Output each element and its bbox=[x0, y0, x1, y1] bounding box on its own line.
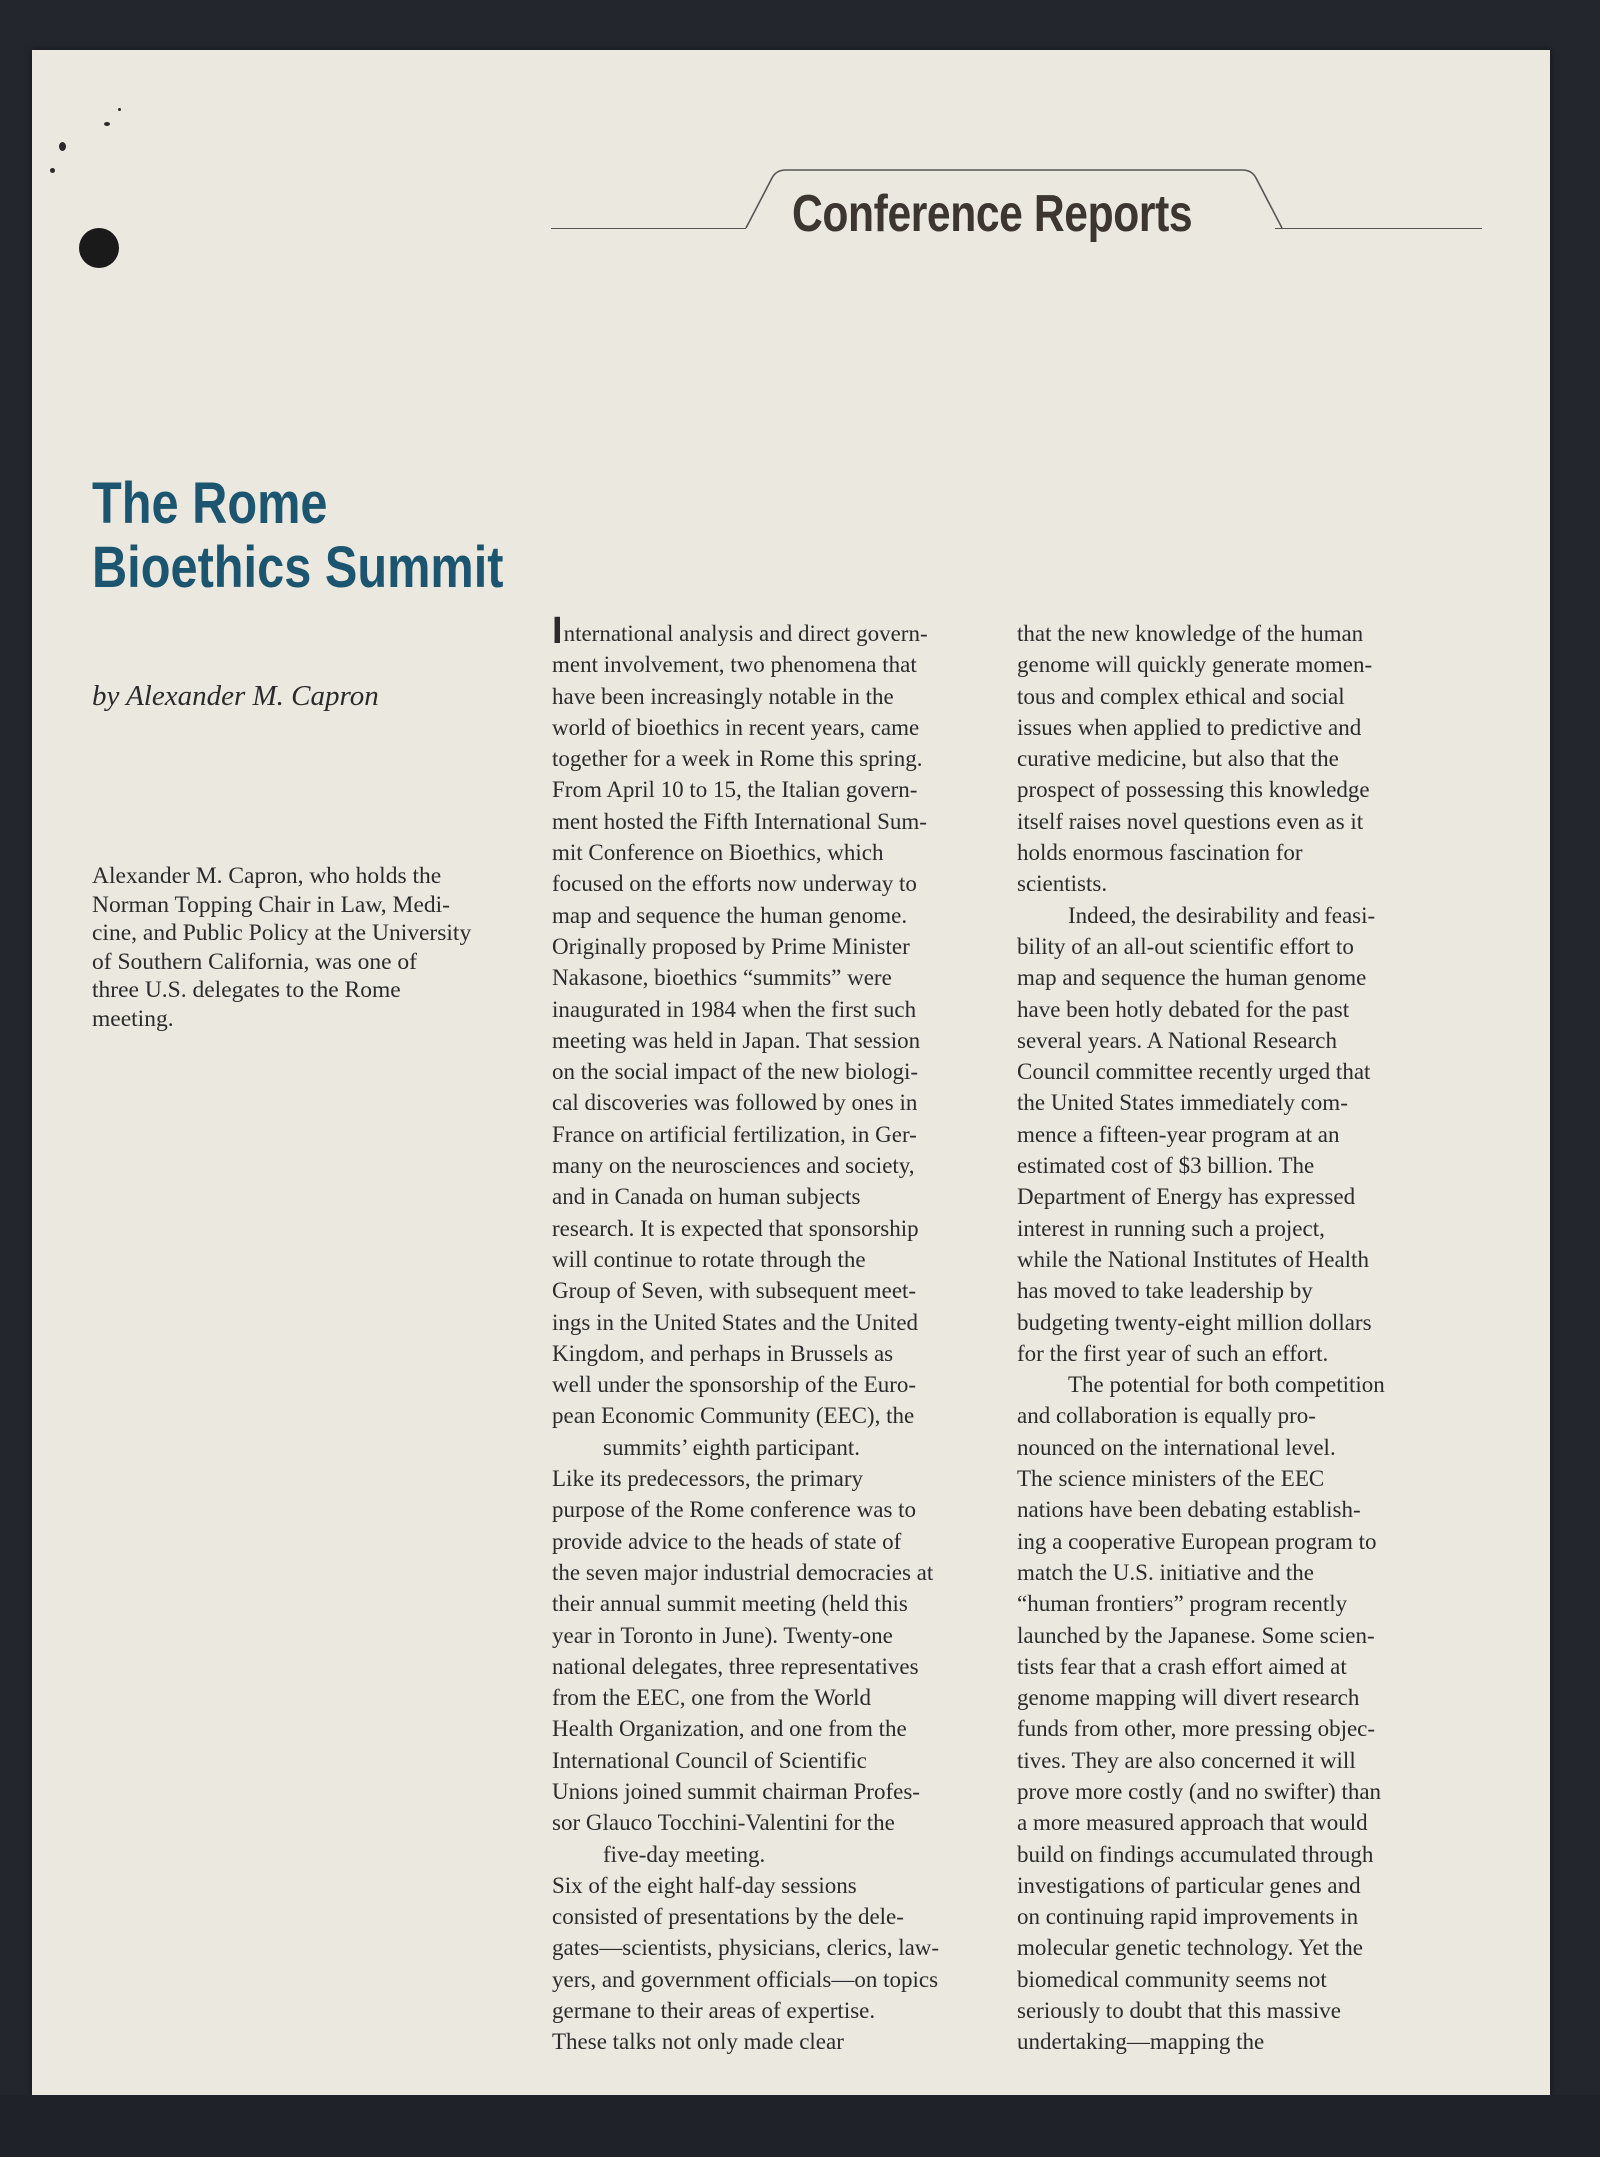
text-line: launched by the Japanese. Some scien- bbox=[1017, 1622, 1375, 1648]
text-line: for the first year of such an effort. bbox=[1017, 1340, 1329, 1366]
text-line: Unions joined summit chairman Profes- bbox=[552, 1778, 920, 1804]
text-line bbox=[552, 610, 1002, 652]
text-line: purpose of the Rome conference was to bbox=[552, 1497, 917, 1523]
text-line: the seven major industrial democracies at bbox=[552, 1559, 934, 1585]
text-line: From April 10 to 15, the Italian govern- bbox=[552, 777, 918, 803]
text-line: Originally proposed by Prime Minister bbox=[552, 933, 910, 959]
text-line: meeting was held in Japan. That session bbox=[552, 1027, 921, 1053]
text-line: nounced on the international level. bbox=[1017, 1434, 1336, 1460]
text-line: the United States immediately com- bbox=[1017, 1090, 1348, 1116]
text-line: prospect of possessing this knowledge bbox=[1017, 777, 1370, 803]
text-line: map and sequence the human genome. bbox=[552, 902, 908, 928]
article-column-2 bbox=[1017, 618, 1467, 2058]
section-title: Conference Reports bbox=[792, 185, 1193, 243]
text-line: world of bioethics in recent years, came bbox=[552, 714, 920, 740]
text-line: will continue to rotate through the bbox=[552, 1246, 866, 1272]
text-line: bility of an all-out scientific effort to bbox=[1017, 933, 1354, 959]
text-line: cal discoveries was followed by ones in bbox=[552, 1090, 918, 1116]
text-line: provide advice to the heads of state of bbox=[552, 1528, 902, 1554]
header-rule-right bbox=[1275, 228, 1482, 229]
text-line: scientists. bbox=[1017, 871, 1108, 897]
text-line: on the social impact of the new biologi- bbox=[552, 1059, 918, 1085]
text-line: together for a week in Rome this spring. bbox=[552, 746, 923, 772]
scan-background-strip bbox=[0, 2095, 1600, 2157]
text-line: genome mapping will divert research bbox=[1017, 1685, 1360, 1711]
paper-speck bbox=[50, 168, 55, 173]
text-line: three U.S. delegates to the Rome bbox=[92, 977, 401, 1003]
text-line: gates—scientists, physicians, clerics, law- bbox=[552, 1935, 940, 1961]
text-line: mence a fifteen-year program at an bbox=[1017, 1121, 1340, 1147]
text-line: many on the neurosciences and society, bbox=[552, 1153, 915, 1179]
text-line: seriously to doubt that this massive bbox=[1017, 1998, 1341, 2024]
text-line: itself raises novel questions even as it bbox=[1017, 808, 1364, 834]
text-line: while the National Institutes of Health bbox=[1017, 1246, 1369, 1272]
article-title bbox=[92, 471, 504, 600]
byline: by Alexander M. Capron bbox=[92, 680, 379, 712]
text-line: on continuing rapid improvements in bbox=[1017, 1904, 1359, 1930]
text-line: tives. They are also concerned it will bbox=[1017, 1747, 1356, 1773]
text-line: nations have been debating establish- bbox=[1017, 1497, 1361, 1523]
text-line: ings in the United States and the United bbox=[552, 1309, 919, 1335]
text-line: investigations of particular genes and bbox=[1017, 1872, 1361, 1898]
text-line: meeting. bbox=[92, 1005, 174, 1032]
text-line: France on artificial fertilization, in Ger- bbox=[552, 1121, 917, 1147]
text-line: curative medicine, but also that the bbox=[1017, 746, 1339, 772]
text-line: five-day meeting. bbox=[603, 1841, 766, 1867]
magazine-page bbox=[32, 50, 1550, 2095]
text-line: mit Conference on Bioethics, which bbox=[552, 840, 884, 866]
text-line: Alexander M. Capron, who holds the bbox=[92, 863, 442, 889]
text-line: budgeting twenty-eight million dollars bbox=[1017, 1309, 1372, 1335]
text-line: have been increasingly notable in the bbox=[552, 683, 894, 709]
text-line: research. It is expected that sponsorship bbox=[552, 1215, 919, 1241]
text-line: “human frontiers” program recently bbox=[1017, 1591, 1348, 1617]
text-line: from the EEC, one from the World bbox=[552, 1685, 872, 1711]
header-rule-left bbox=[551, 228, 746, 229]
text-line: well under the sponsorship of the Euro- bbox=[552, 1372, 917, 1398]
text-line: tous and complex ethical and social bbox=[1017, 683, 1345, 709]
text-line: year in Toronto in June). Twenty-one bbox=[552, 1622, 893, 1648]
text-line: prove more costly (and no swifter) than bbox=[1017, 1778, 1382, 1804]
text-line: genome will quickly generate momen- bbox=[1017, 652, 1373, 678]
text-line: of Southern California, was one of bbox=[92, 948, 418, 975]
text-line: and collaboration is equally pro- bbox=[1017, 1403, 1316, 1429]
text-line: International Council of Scientific bbox=[552, 1747, 867, 1773]
article-column-1 bbox=[552, 610, 1002, 2058]
text-line: Council committee recently urged that bbox=[1017, 1059, 1371, 1085]
text-line: undertaking—mapping the bbox=[1017, 2029, 1265, 2055]
binder-hole bbox=[79, 228, 119, 268]
text-line: Indeed, the desirability and feasi- bbox=[1068, 902, 1376, 928]
text-line: Department of Energy has expressed bbox=[1017, 1184, 1356, 1210]
text-line: ment involvement, two phenomena that bbox=[552, 652, 917, 678]
text-line: The science ministers of the EEC bbox=[1017, 1466, 1325, 1492]
text-line: Nakasone, bioethics “summits” were bbox=[552, 965, 892, 991]
text-line: holds enormous fascination for bbox=[1017, 840, 1303, 866]
text-line: Six of the eight half-day sessions bbox=[552, 1872, 857, 1898]
text-line: has moved to take leadership by bbox=[1017, 1278, 1313, 1304]
text-line: biomedical community seems not bbox=[1017, 1966, 1327, 1992]
text-line: Norman Topping Chair in Law, Medi- bbox=[92, 891, 450, 918]
text-line: estimated cost of $3 billion. The bbox=[1017, 1153, 1315, 1179]
text-line: Health Organization, and one from the bbox=[552, 1716, 907, 1742]
text-line: germane to their areas of expertise. bbox=[552, 1998, 876, 2024]
text-line: summits’ eighth participant. bbox=[603, 1434, 860, 1460]
text-line: cine, and Public Policy at the University bbox=[92, 920, 472, 946]
paper-speck bbox=[118, 108, 121, 111]
text-line: national delegates, three representatives bbox=[552, 1653, 919, 1679]
text-line: consisted of presentations by the dele- bbox=[552, 1904, 904, 1930]
text-line: sor Glauco Tocchini-Valentini for the bbox=[552, 1810, 895, 1836]
paper-speck bbox=[59, 142, 66, 151]
text-line: Kingdom, and perhaps in Brussels as bbox=[552, 1340, 894, 1366]
text-line: map and sequence the human genome bbox=[1017, 965, 1367, 991]
paper-speck bbox=[104, 122, 110, 126]
text-line: inaugurated in 1984 when the first such bbox=[552, 996, 917, 1022]
text-line: interest in running such a project, bbox=[1017, 1215, 1325, 1241]
text-line-rest: nternational analysis and direct govern- bbox=[563, 621, 928, 646]
text-line: pean Economic Community (EEC), the bbox=[552, 1403, 915, 1429]
text-line: funds from other, more pressing objec- bbox=[1017, 1716, 1376, 1742]
text-line: have been hotly debated for the past bbox=[1017, 996, 1350, 1022]
text-line: issues when applied to predictive and bbox=[1017, 714, 1362, 740]
text-line: focused on the efforts now underway to bbox=[552, 871, 917, 897]
text-line: their annual summit meeting (held this bbox=[552, 1591, 908, 1617]
article-title-line: The Rome bbox=[92, 471, 328, 536]
text-line: tists fear that a crash effort aimed at bbox=[1017, 1653, 1347, 1679]
text-line: several years. A National Research bbox=[1017, 1027, 1337, 1053]
text-line: a more measured approach that would bbox=[1017, 1810, 1368, 1836]
text-line: ing a cooperative European program to bbox=[1017, 1528, 1377, 1554]
text-line: yers, and government officials—on topics bbox=[552, 1966, 939, 1992]
text-line: These talks not only made clear bbox=[552, 2029, 844, 2055]
text-line: molecular genetic technology. Yet the bbox=[1017, 1935, 1363, 1961]
drop-cap: I bbox=[552, 610, 563, 652]
author-bio bbox=[92, 862, 552, 1033]
text-line: The potential for both competition bbox=[1068, 1372, 1385, 1398]
text-line: Like its predecessors, the primary bbox=[552, 1466, 864, 1492]
text-line: and in Canada on human subjects bbox=[552, 1184, 861, 1210]
text-line: that the new knowledge of the human bbox=[1017, 621, 1364, 646]
text-line: ment hosted the Fifth International Sum- bbox=[552, 808, 927, 834]
article-title-line: Bioethics Summit bbox=[92, 535, 504, 600]
text-line: build on findings accumulated through bbox=[1017, 1841, 1374, 1867]
text-line: match the U.S. initiative and the bbox=[1017, 1559, 1315, 1585]
text-line: Group of Seven, with subsequent meet- bbox=[552, 1278, 917, 1304]
